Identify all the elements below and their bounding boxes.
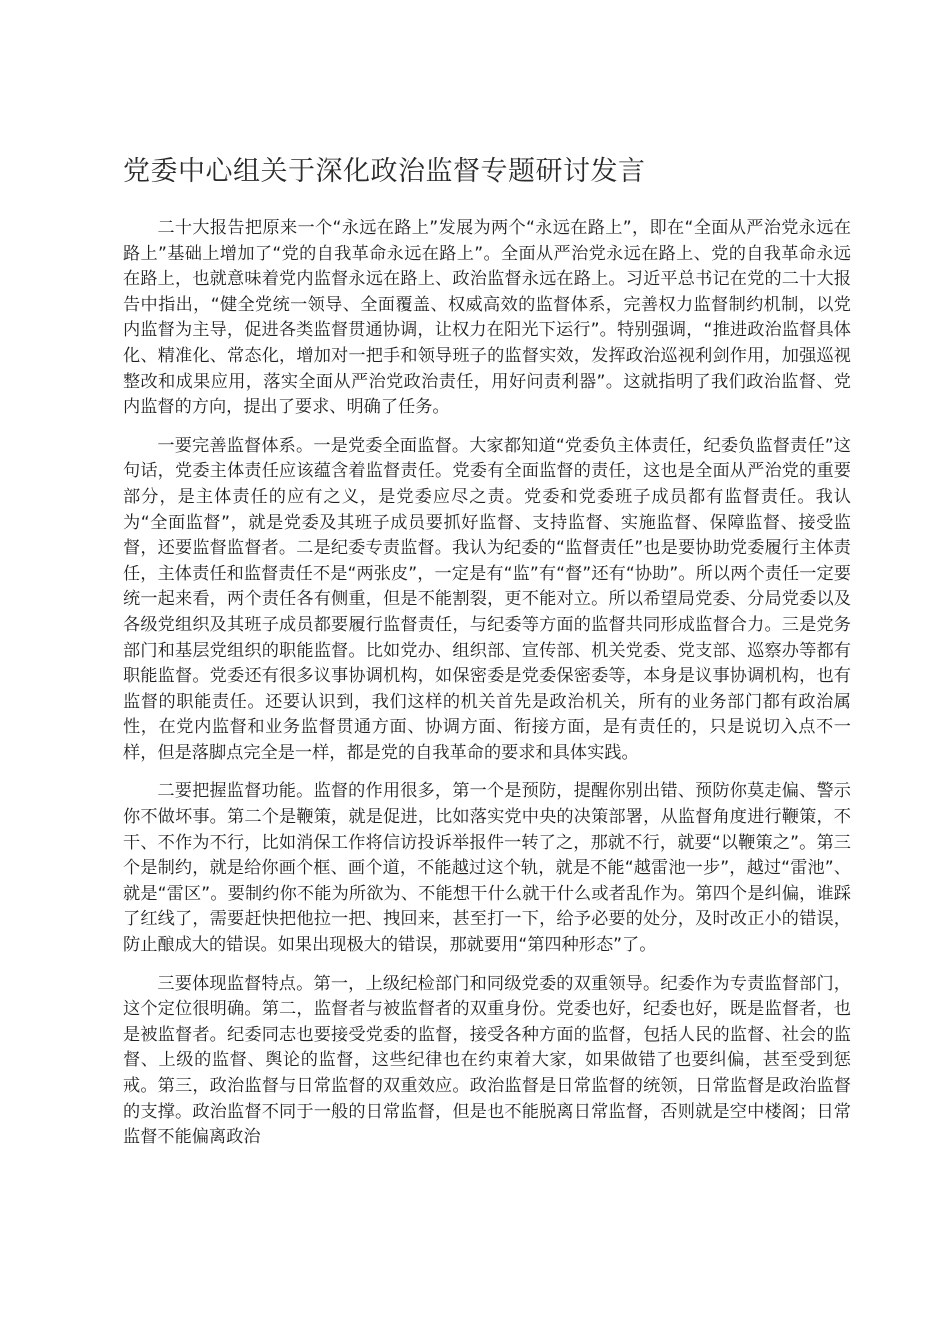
paragraph-intro: 二十大报告把原来一个“永远在路上”发展为两个“永远在路上”，即在“全面从严治党永远在路上”基础上增加了“党的自我革命永远在路上”。全面从严治党永远在路上、党的自我革命永远在路上，也就意味着党内监督永远在路上、政治监督永远在路上。习近平总书记在党的二十大报告中指出，“健全党统一领导、全面覆盖、权威高效的监督体系，完善权力监督制约机制，以党内监督为主导，促进各类监督贯通协调，让权力在阳光下运行”。特别强调，“推进政治监督具体化、精准化、常态化，增加对一把手和领导班子的监督实效，发挥政治巡视利剑作用，加强巡视整改和成果应用，落实全面从严治党政治责任，用好问责利器”。这就指明了我们政治监督、党内监督的方向，提出了要求、明确了任务。 [123,218,851,418]
paragraph-supervision-system: 一要完善监督体系。一是党委全面监督。大家都知道“党委负主体责任，纪委负监督责任”这句话，党委主体责任应该蕴含着监督责任。党委有全面监督的责任，这也是全面从严治党的重要部分，是主体责任的应有之义，是党委应尽之责。党委和党委班子成员都有监督责任。我认为“全面监督”，就是党委及其班子成员要抓好监督、支持监督、实施监督、保障监督、接受监督，还要监督监督者。二是纪委专责监督。我认为纪委的“监督责任”也是要协助党委履行主体责任，主体责任和监督责任不是“两张皮”，一定是有“监”有“督”还有“协助”。所以两个责任一定要统一起来看，两个责任各有侧重，但是不能割裂，更不能对立。所以希望局党委、分局党委以及各级党组织及其班子成员都要履行监督责任，与纪委等方面的监督共同形成监督合力。三是党务部门和基层党组织的职能监督。比如党办、组织部、宣传部、机关党委、党支部、巡察办等都有职能监督。党委还有很多议事协调机构，如保密委是党委保密委等，本身是议事协调机构，也有监督的职能责任。还要认识到，我们这样的机关首先是政治机关，所有的业务部门都有政治属性，在党内监督和业务监督贯通方面、协调方面、衔接方面，是有责任的，只是说切入点不一样，但是落脚点完全是一样，都是党的自我革命的要求和具体实践。 [123,435,851,763]
document-title: 党委中心组关于深化政治监督专题研讨发言 [123,156,646,187]
paragraph-supervision-function: 二要把握监督功能。监督的作用很多，第一个是预防，提醒你别出错、预防你莫走偏、警示你不做坏事。第二个是鞭策，就是促进，比如落实党中央的决策部署，从监督角度进行鞭策，不干、不作为不行，比如消保工作将信访投诉举报件一转了之，那就不行，就要“以鞭策之”。第三个是制约，就是给你画个框、画个道，不能越过这个轨，就是不能“越雷池一步”，越过“雷池”、就是“雷区”。要制约你不能为所欲为、不能想干什么就干什么或者乱作为。第四个是纠偏，谁踩了红线了，需要赶快把他拉一把、拽回来，甚至打一下，给予必要的处分，及时改正小的错误，防止酿成大的错误。如果出现极大的错误，那就要用“第四种形态”了。 [123,781,851,956]
document-page [123,150,851,1164]
paragraph-supervision-features: 三要体现监督特点。第一，上级纪检部门和同级党委的双重领导。纪委作为专责监督部门，这个定位很明确。第二，监督者与被监督者的双重身份。党委也好，纪委也好，既是监督者，也是被监督者。纪委同志也要接受党委的监督，接受各种方面的监督，包括人民的监督、社会的监督、上级的监督、舆论的监督，这些纪律也在约束着大家，如果做错了也要纠偏，甚至受到惩戒。第三，政治监督与日常监督的双重效应。政治监督是日常监督的统领，日常监督是政治监督的支撑。政治监督不同于一般的日常监督，但是也不能脱离日常监督，否则就是空中楼阁；日常监督不能偏离政治 [123,973,851,1148]
